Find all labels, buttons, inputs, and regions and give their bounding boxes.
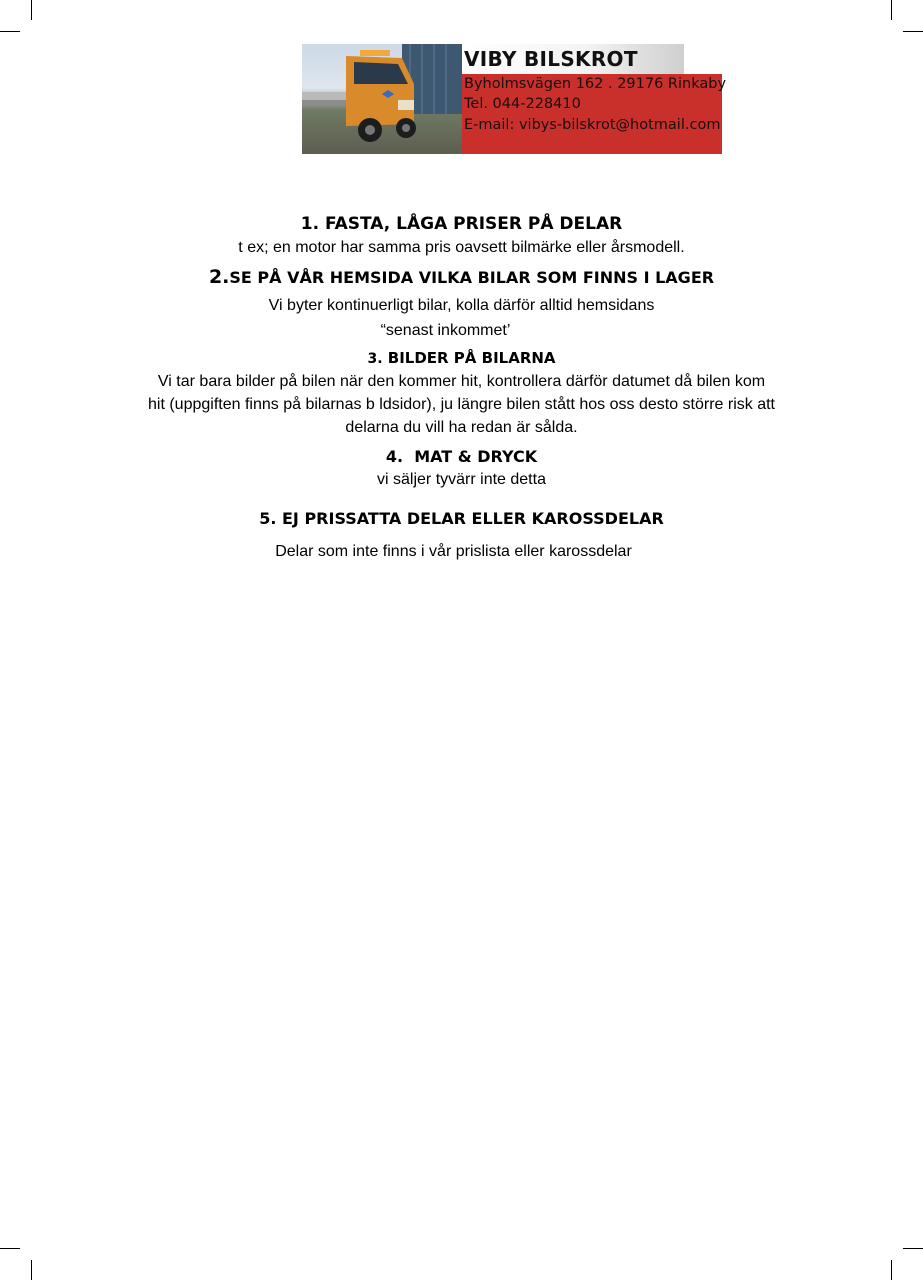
- title-band: [462, 44, 684, 74]
- section-title: FASTA, LÅGA PRISER PÅ DELAR: [324, 214, 623, 234]
- section-3-text: hit (uppgiften finns på bilarnas b ldsidor), ju längre bilen stått hos oss desto större risk att: [148, 396, 775, 413]
- section-2-heading: [0, 266, 923, 288]
- contact-band: [462, 74, 727, 154]
- section-number: 1.: [300, 214, 320, 234]
- tow-truck-photo: [302, 44, 462, 154]
- section-5-text: Delar som inte finns i vår prislista eller karossdelar: [275, 543, 632, 560]
- crop-mark: [0, 1248, 20, 1249]
- section-title: BILDER PÅ BILARNA: [387, 349, 556, 367]
- crop-mark: [891, 0, 892, 20]
- section-4-text: vi säljer tyvärr inte detta: [377, 471, 546, 488]
- section-title: EJ PRISSATTA DELAR ELLER KAROSSDELAR: [282, 509, 664, 528]
- section-5-heading: [0, 509, 923, 528]
- crop-mark: [31, 1260, 32, 1280]
- email: E-mail: vibys-bilskrot@hotmail.com: [464, 117, 721, 133]
- section-number: 2.: [208, 266, 230, 288]
- crop-mark: [903, 1248, 923, 1249]
- section-1-text: t ex; en motor har samma pris oavsett bilmärke eller årsmodell.: [238, 239, 685, 256]
- crop-mark: [0, 31, 20, 32]
- company-header: [302, 44, 727, 154]
- address: Byholmsvägen 162 . 29176 Rinkaby: [464, 76, 727, 92]
- section-number: 4.: [385, 447, 404, 466]
- crop-mark: [31, 0, 32, 20]
- section-1-heading: [0, 214, 923, 234]
- section-4-heading: [0, 447, 923, 466]
- section-3-heading: [0, 349, 923, 367]
- section-number: 5.: [259, 509, 277, 528]
- crop-mark: [903, 31, 923, 32]
- section-3-text: Vi tar bara bilder på bilen när den kommer hit, kontrollera därför datumet då bilen kom: [157, 373, 766, 390]
- section-2-text: Vi byter kontinuerligt bilar, kolla därför alltid hemsidans: [268, 297, 655, 314]
- phone: Tel. 044-228410: [464, 96, 581, 112]
- section-3-text: delarna du vill ha redan är sålda.: [345, 419, 578, 436]
- section-number: 3.: [367, 351, 383, 367]
- section-2-text: “senast inkommet’: [380, 322, 511, 339]
- company-name: VIBY BILSKROT: [464, 47, 638, 71]
- section-title: SE PÅ VÅR HEMSIDA VILKA BILAR SOM FINNS I LAGER: [229, 268, 715, 287]
- section-title: MAT & DRYCK: [414, 447, 538, 466]
- crop-mark: [891, 1260, 892, 1280]
